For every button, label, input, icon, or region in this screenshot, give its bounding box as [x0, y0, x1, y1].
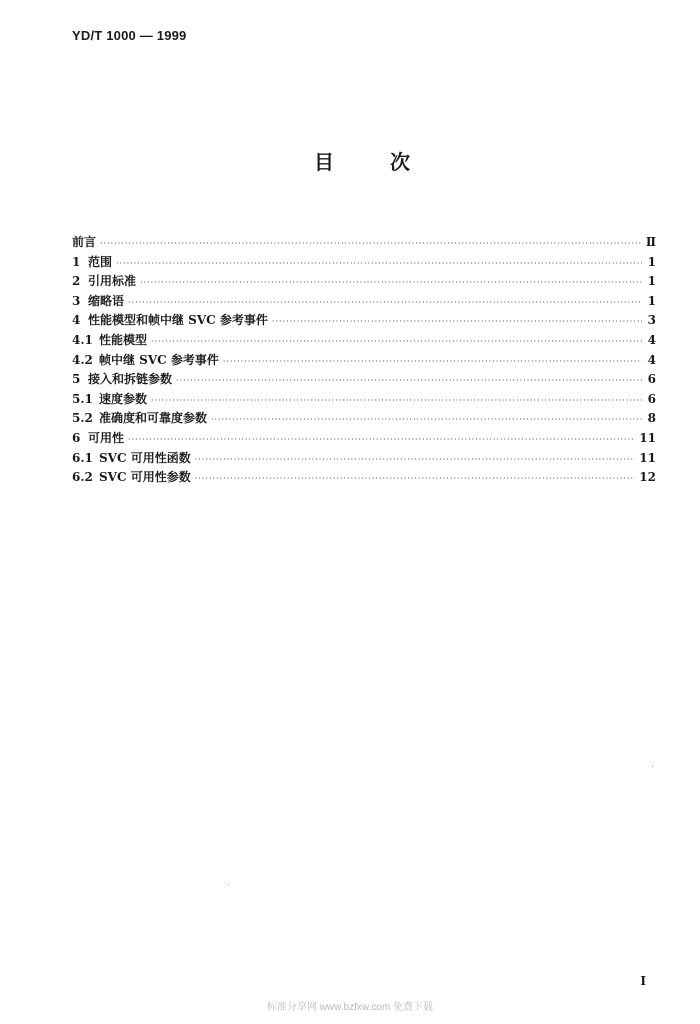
- toc-leader-dots: [116, 254, 642, 274]
- toc-entry-text: 性能模型: [99, 332, 148, 347]
- toc-entry-number: 6.2: [72, 470, 93, 485]
- toc-entry-page: 11: [639, 430, 656, 445]
- toc-leader-dots: [195, 450, 636, 470]
- toc-title-char-1: 目: [314, 150, 334, 174]
- toc-leader-dots: [195, 469, 636, 489]
- toc-leader-dots: [151, 391, 642, 411]
- toc-leader-dots: [223, 352, 642, 372]
- toc-entry-text: 性能模型和帧中继 SVC 参考事件: [88, 313, 268, 328]
- toc-entry-page: 1: [647, 274, 656, 289]
- toc-entry-preface[interactable]: [72, 233, 656, 253]
- standard-code: YD/T 1000 — 1999: [72, 28, 187, 43]
- scan-speck: [652, 766, 653, 767]
- toc-entry-page: 4: [647, 332, 656, 347]
- toc-entry-text: SVC 可用性函数: [99, 450, 191, 465]
- toc-entry-text: 准确度和可靠度参数: [99, 411, 208, 426]
- toc-leader-dots: [100, 234, 642, 254]
- toc-entry-page: 1: [647, 293, 656, 308]
- toc-entry-4[interactable]: [72, 311, 656, 331]
- toc-entry-5[interactable]: [72, 370, 656, 390]
- toc-entry-number: 2: [72, 274, 81, 289]
- toc-leader-dots: [211, 410, 642, 430]
- toc-entry-text: 可用性: [88, 430, 125, 445]
- table-of-contents: [72, 233, 656, 488]
- toc-leader-dots: [140, 273, 642, 293]
- toc-entry-page: 4: [647, 352, 656, 367]
- toc-entry-2[interactable]: [72, 272, 656, 292]
- toc-leader-dots: [128, 293, 642, 313]
- toc-entry-page: 3: [647, 313, 656, 328]
- toc-entry-number: 5: [72, 372, 81, 387]
- toc-entry-5-2[interactable]: [72, 409, 656, 429]
- toc-entry-number: 4.2: [72, 352, 93, 367]
- toc-entry-number: 5.1: [72, 391, 93, 406]
- toc-entry-text: 引用标准: [88, 274, 137, 289]
- toc-leader-dots: [151, 332, 642, 352]
- toc-entry-number: 4: [72, 313, 81, 328]
- toc-entry-number: 3: [72, 293, 81, 308]
- toc-entry-number: 5.2: [72, 411, 93, 426]
- toc-entry-page: Ⅱ: [645, 235, 656, 249]
- toc-leader-dots: [128, 430, 635, 450]
- toc-entry-number: 6: [72, 430, 81, 445]
- toc-entry-text: 范围: [88, 254, 113, 269]
- toc-entry-page: 8: [647, 411, 656, 426]
- toc-entry-6-1[interactable]: [72, 449, 656, 469]
- toc-entry-6-2[interactable]: [72, 468, 656, 488]
- toc-entry-page: 11: [639, 450, 656, 465]
- page-number: I: [640, 974, 646, 988]
- toc-entry-text: SVC 可用性参数: [99, 470, 191, 485]
- toc-entry-6[interactable]: [72, 429, 656, 449]
- toc-entry-3[interactable]: [72, 292, 656, 312]
- toc-entry-4-2[interactable]: [72, 351, 656, 371]
- scan-speck: [228, 884, 229, 885]
- toc-entry-4-1[interactable]: [72, 331, 656, 351]
- toc-title-char-2: 次: [390, 150, 410, 174]
- toc-entry-page: 6: [647, 391, 656, 406]
- toc-entry-5-1[interactable]: [72, 390, 656, 410]
- toc-entry-text: 帧中继 SVC 参考事件: [99, 352, 219, 367]
- toc-leader-dots: [272, 312, 642, 332]
- toc-entry-text: 前言: [72, 235, 97, 249]
- toc-entry-page: 12: [639, 470, 656, 485]
- toc-entry-number: 4.1: [72, 332, 93, 347]
- site-watermark: 标准分享网 www.bzfxw.com 免费下载: [266, 1002, 434, 1013]
- toc-entry-text: 接入和拆链参数: [88, 372, 173, 387]
- toc-entry-number: 1: [72, 254, 81, 269]
- toc-entry-page: 1: [647, 254, 656, 269]
- toc-leader-dots: [176, 371, 642, 391]
- toc-entry-1[interactable]: [72, 253, 656, 273]
- toc-entry-page: 6: [647, 372, 656, 387]
- toc-entry-text: 缩略语: [88, 293, 125, 308]
- toc-entry-number: 6.1: [72, 450, 93, 465]
- toc-entry-text: 速度参数: [99, 391, 148, 406]
